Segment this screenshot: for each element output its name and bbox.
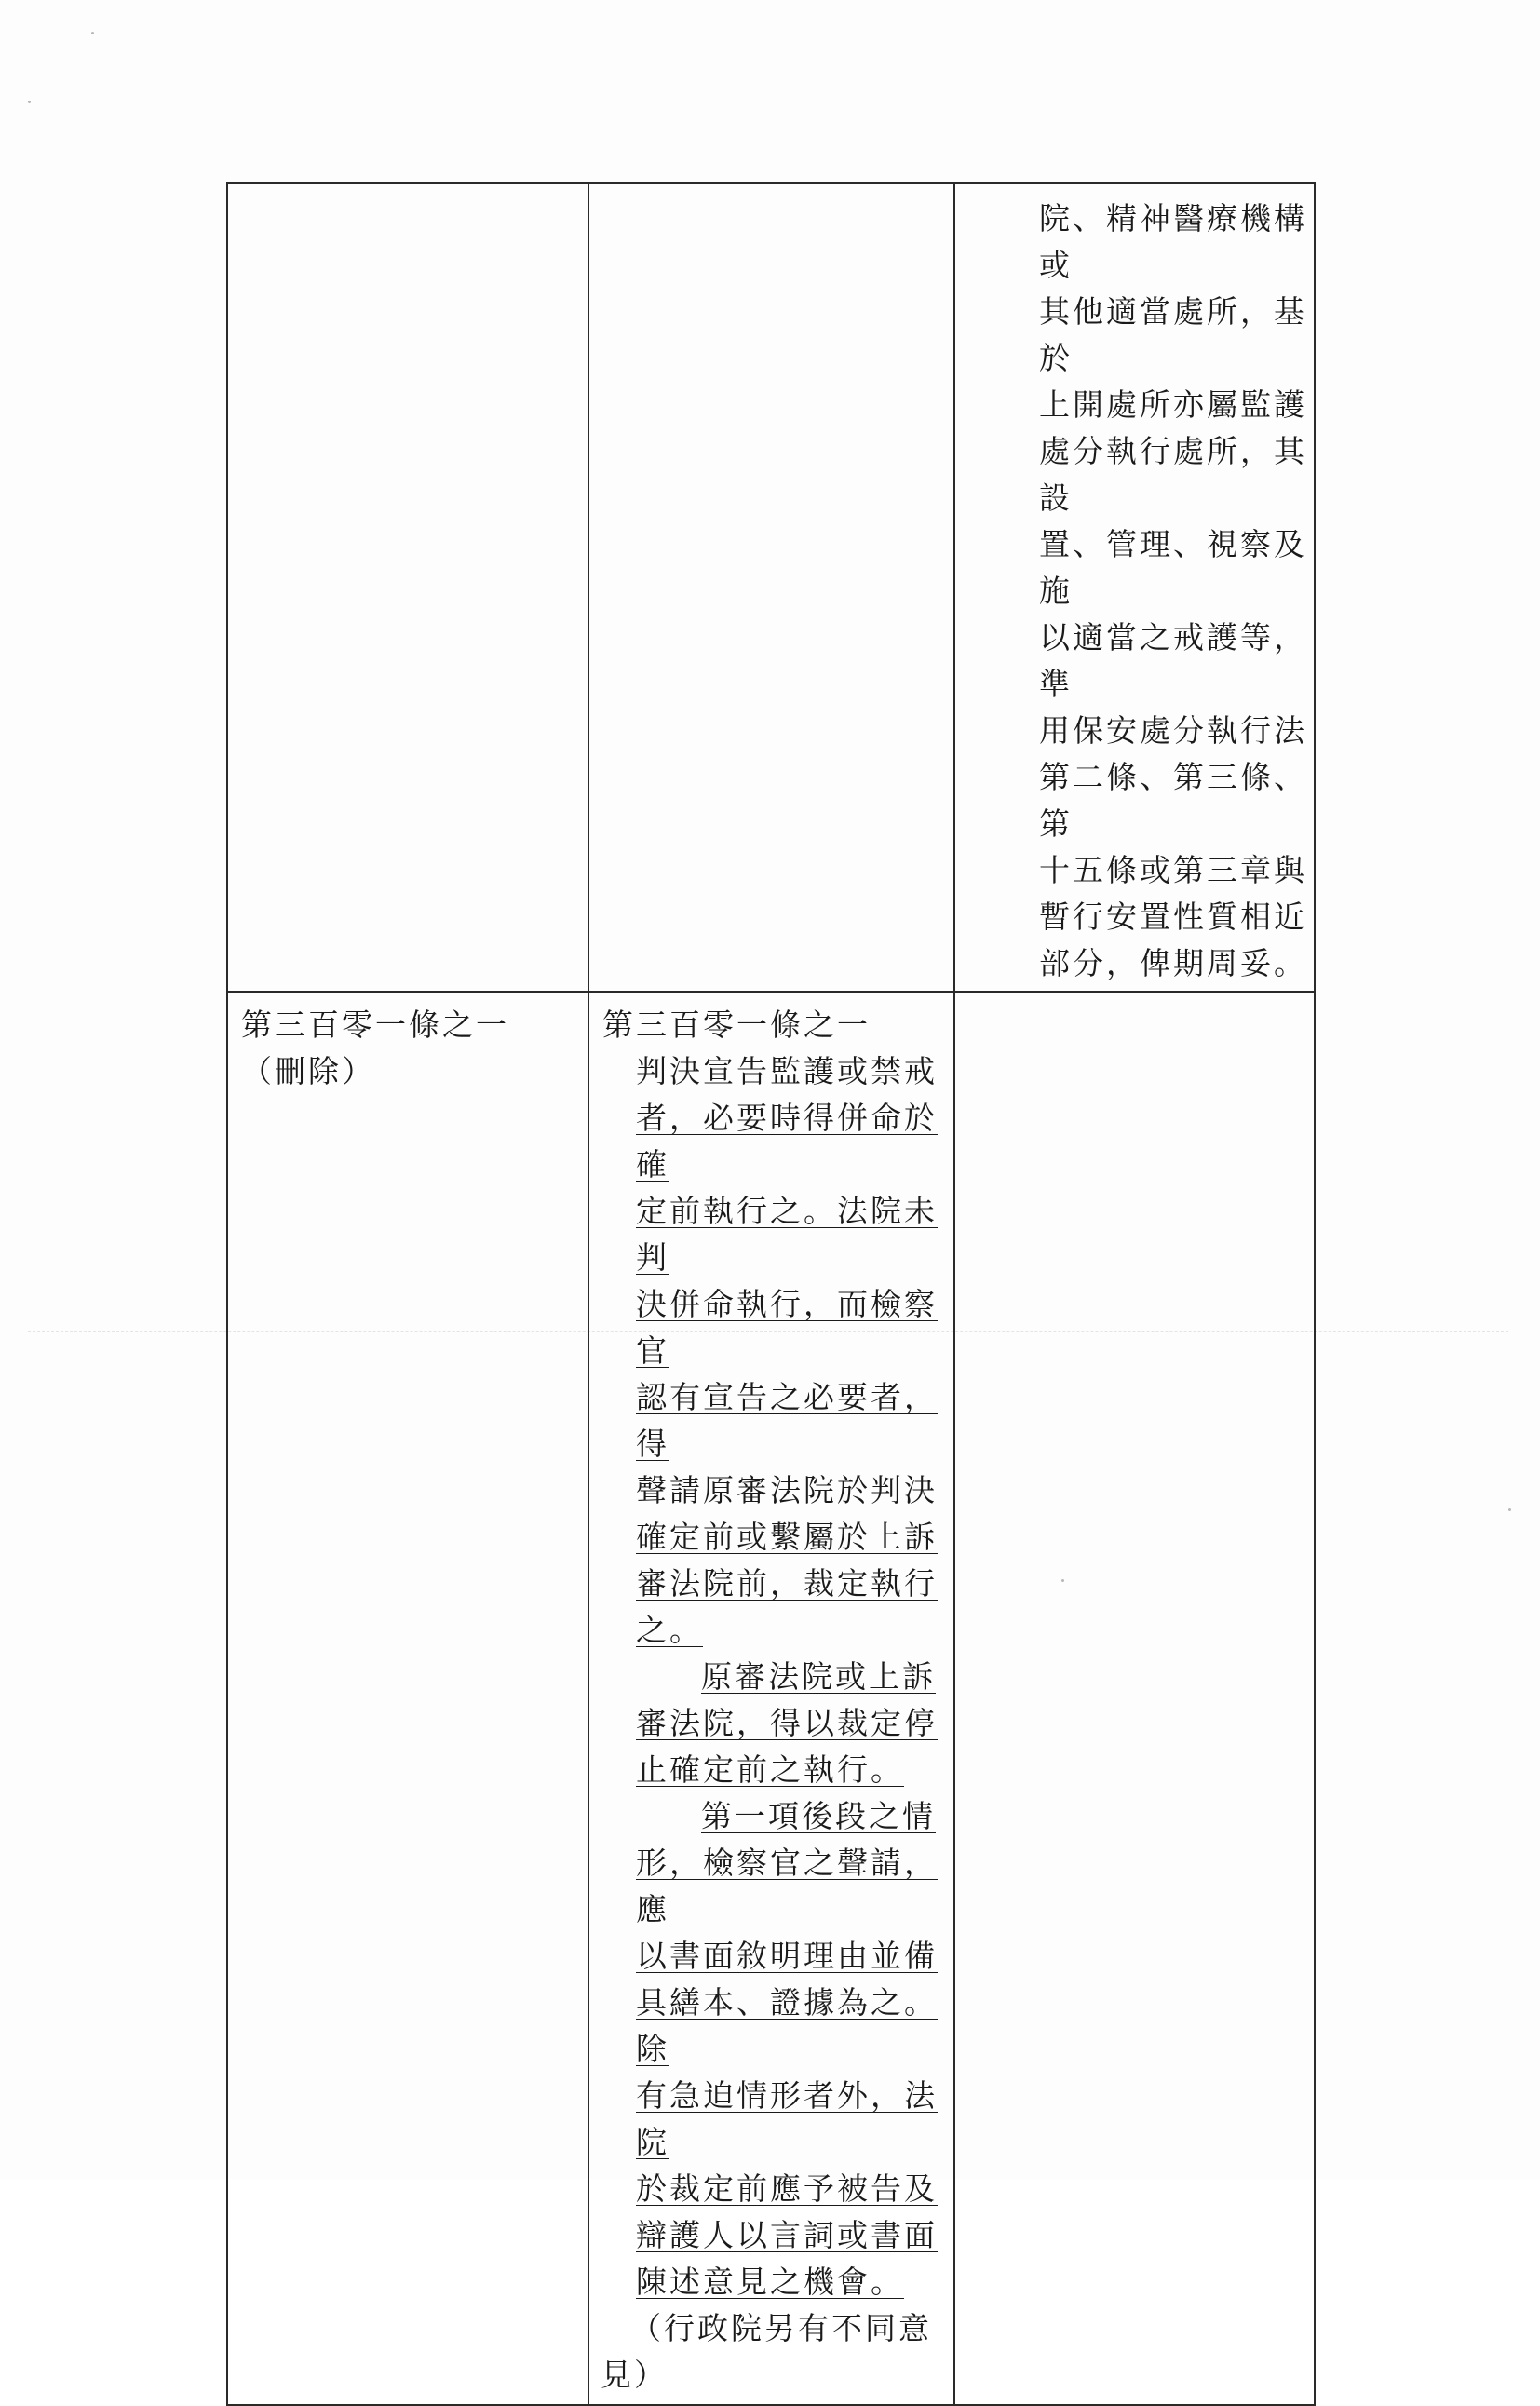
explanation-cell: [954, 183, 1315, 992]
executive-yuan-remark: （行政院另有不同意 見）: [601, 2310, 932, 2393]
article-heading: 第三百零一條之一: [602, 1007, 871, 1043]
deleted-note: （刪除）: [241, 1053, 375, 1089]
current-text-cell: [588, 183, 954, 992]
amendment-comparison-table: [226, 182, 1316, 2406]
scan-speck: [1508, 1508, 1511, 1511]
article-paragraph-3: 第一項後段之情 形，檢察官之聲請，應 以書面敘明理由並備 具繕本、證據為之。除 有急迫情形者外，法院 於裁定前應予被告及 辯護人以言詞或書面 陳述意見之機會。: [636, 1798, 938, 2300]
article-paragraph-1: 判決宣告監護或禁戒 者，必要時得併命於確 定前執行之。法院未判 決併命執行，而檢察官 認有宣告之必要者，得 聲請原審法院於判決 確定前或繫屬於上訴 審法院前，裁定執行 之。: [636, 1053, 938, 1648]
table-row: [227, 183, 1315, 992]
explanation-cell: [954, 992, 1315, 2405]
amended-text-cell: [227, 992, 588, 2405]
article-heading: 第三百零一條之一: [241, 1007, 509, 1043]
explanation-text: 院、精神醫療機構或 其他適當處所，基於 上開處所亦屬監護 處分執行處所，其設 置、管理、視察及施 以適當之戒護等，準 用保安處分執行法 第二條、第三條、第 十五條或第三章與 暫行安置性質相近 部分，俾期周妥。: [1039, 200, 1307, 981]
scan-speck: [91, 32, 94, 34]
article-paragraph-2: 原審法院或上訴 審法院，得以裁定停 止確定前之執行。: [636, 1658, 938, 1788]
table-row: [227, 992, 1315, 2405]
scan-speck: [28, 101, 31, 103]
amended-text-cell: [227, 183, 588, 992]
current-text-cell: [588, 992, 954, 2405]
